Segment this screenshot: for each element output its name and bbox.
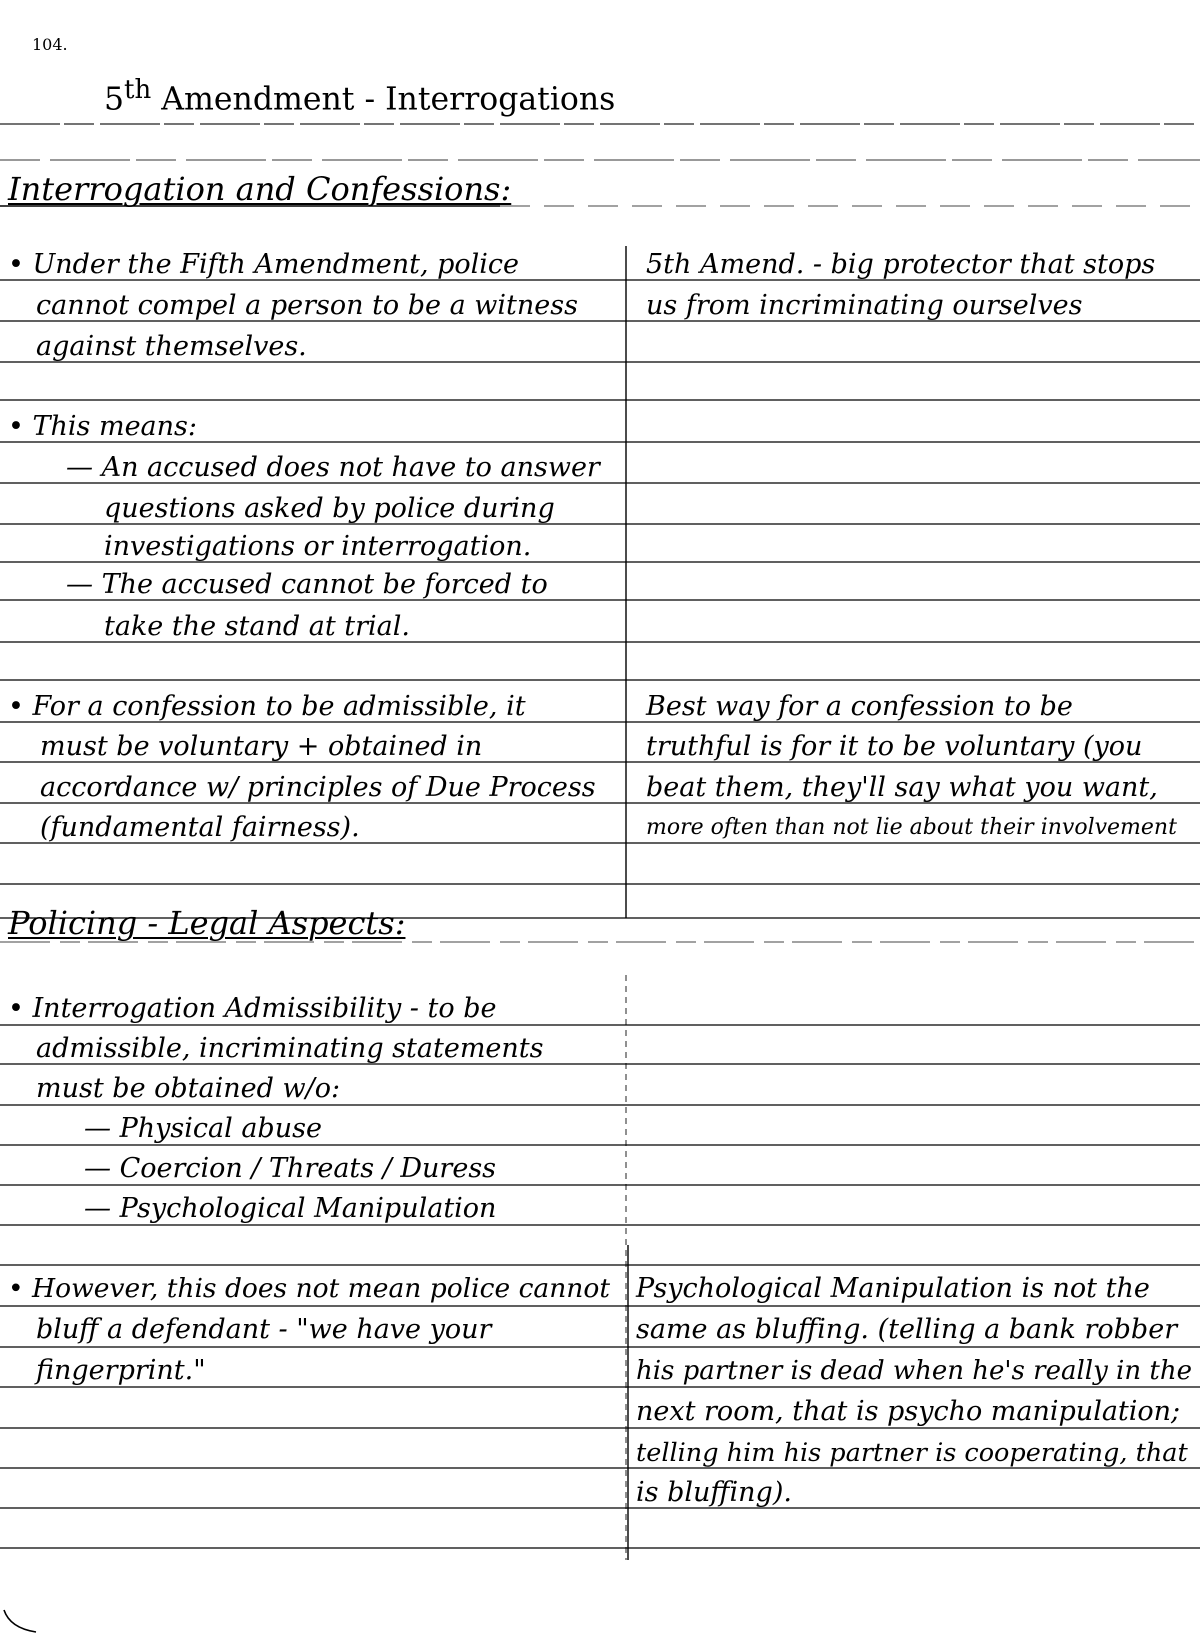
note-line: — Psychological Manipulation: [84, 1193, 497, 1224]
note-line: bluff a defendant - "we have your: [36, 1314, 492, 1345]
note-line: admissible, incriminating statements: [36, 1033, 544, 1064]
margin-note: Best way for a confession to be: [646, 691, 1073, 722]
note-line: cannot compel a person to be a witness: [36, 290, 578, 321]
title-ordinal: 5: [104, 81, 125, 118]
section-heading-policing: Policing - Legal Aspects:: [8, 904, 406, 942]
margin-note: beat them, they'll say what you want,: [646, 772, 1158, 803]
note-line: take the stand at trial.: [104, 611, 410, 642]
title-text: Amendment - Interrogations: [161, 81, 616, 118]
section-heading-interrogation: Interrogation and Confessions:: [8, 170, 512, 208]
note-line: • This means:: [8, 411, 197, 442]
margin-note: same as bluffing. (telling a bank robber: [636, 1314, 1178, 1345]
note-line: • However, this does not mean police cannot: [8, 1273, 610, 1304]
note-line: investigations or interrogation.: [104, 531, 532, 562]
margin-note: 5th Amend. - big protector that stops: [646, 249, 1156, 280]
margin-note: telling him his partner is cooperating, that: [636, 1438, 1188, 1468]
note-line: accordance w/ principles of Due Process: [40, 772, 596, 803]
note-line: • Under the Fifth Amendment, police: [8, 249, 520, 280]
margin-note: more often than not lie about their involvement: [646, 815, 1177, 840]
note-line: • For a confession to be admissible, it: [8, 691, 526, 722]
margin-note: is bluffing).: [636, 1477, 792, 1508]
margin-note: his partner is dead when he's really in the: [636, 1356, 1192, 1386]
margin-note: truthful is for it to be voluntary (you: [646, 731, 1143, 762]
note-line: • Interrogation Admissibility - to be: [8, 993, 497, 1024]
note-line: must be obtained w/o:: [36, 1073, 341, 1104]
note-line: against themselves.: [36, 331, 307, 362]
margin-note: Psychological Manipulation is not the: [636, 1273, 1150, 1304]
note-line: questions asked by police during: [104, 493, 555, 524]
note-line: fingerprint.": [36, 1355, 206, 1386]
note-line: — Physical abuse: [84, 1113, 322, 1144]
note-line: — Coercion / Threats / Duress: [84, 1153, 497, 1184]
note-line: must be voluntary + obtained in: [40, 731, 483, 762]
note-line: (fundamental fairness).: [40, 812, 360, 843]
note-line: — An accused does not have to answer: [66, 452, 600, 483]
page-title: [104, 62, 615, 128]
margin-note: us from incriminating ourselves: [646, 290, 1083, 321]
title-ordinal-suffix: th: [124, 75, 152, 105]
margin-note: next room, that is psycho manipulation;: [636, 1396, 1181, 1427]
page-number: 104.: [32, 35, 68, 54]
note-line: — The accused cannot be forced to: [66, 569, 548, 600]
